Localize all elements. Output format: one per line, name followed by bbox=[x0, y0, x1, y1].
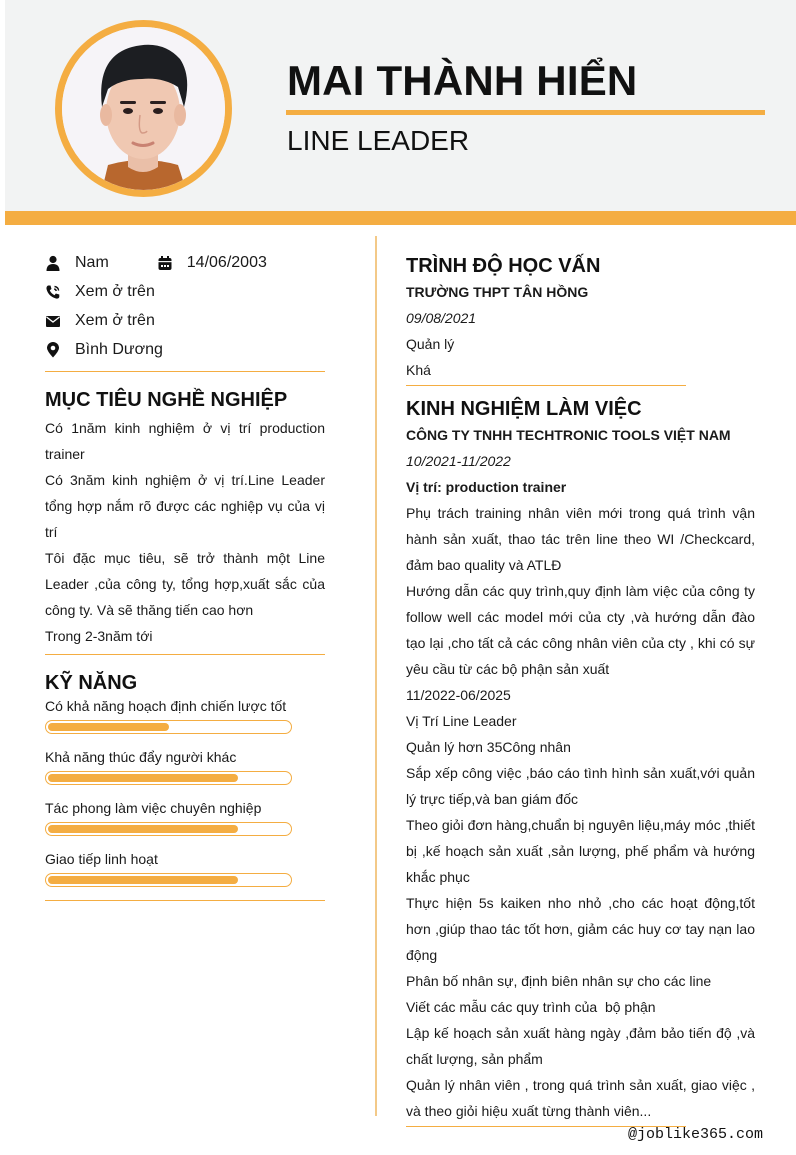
skill-bar-track bbox=[45, 771, 292, 785]
objective-line: Có 1năm kinh nghiệm ở vị trí production trainer bbox=[45, 420, 325, 462]
experience-line: Thực hiện 5s kaiken nho nhỏ ,cho các hoạt động,tốt hơn ,giúp thao tác tốt hơn, giảm các huy cơ tay nạn lao động bbox=[406, 895, 755, 963]
objective-line: Trong 2-3năm tới bbox=[45, 628, 153, 644]
education-heading: TRÌNH ĐỘ HỌC VẤN bbox=[406, 255, 601, 277]
skill-label: Có khả năng hoạch định chiến lược tốt bbox=[45, 698, 287, 714]
column-divider bbox=[375, 236, 377, 1116]
experience-line: Lập kế hoạch sản xuất hàng ngày ,đảm bảo tiến độ ,và chất lượng, sản phẩm bbox=[406, 1025, 755, 1067]
experience-line: Theo giỏi đơn hàng,chuẩn bị nguyên liệu,máy móc ,thiết bị ,kế hoạch sản xuất ,sản lượng, phế phẩm và hướng khắc phục bbox=[406, 817, 755, 885]
skill-label: Khả năng thúc đẩy người khác bbox=[45, 749, 237, 765]
objective-heading: MỤC TIÊU NGHỀ NGHIỆP bbox=[45, 389, 288, 411]
skill-bar-fill bbox=[48, 774, 238, 782]
candidate-name: MAI THÀNH HIỂN bbox=[287, 57, 638, 104]
info-row-email bbox=[45, 306, 325, 335]
section-divider bbox=[45, 900, 325, 901]
right-column bbox=[406, 253, 755, 1127]
experience-heading: KINH NGHIỆM LÀM VIỆC bbox=[406, 398, 642, 420]
address-value: Bình Dương bbox=[75, 340, 163, 358]
experience-line: Vị Trí Line Leader bbox=[406, 713, 517, 729]
watermark: @joblike365.com bbox=[628, 1126, 764, 1143]
experience-line: Phụ trách training nhân viên mới trong quá trình vận hành sản xuất, thao tác trên line theo WI /Checkcard, đảm bao quality và ATLĐ bbox=[406, 505, 755, 573]
info-row-phone bbox=[45, 277, 325, 306]
phone-value: Xem ở trên bbox=[75, 282, 155, 300]
avatar bbox=[55, 20, 232, 197]
experience-line: Hướng dẫn các quy trình,quy định làm việc của công ty follow well các model mới của cty ,và hướng dẫn đào tạo lại ,cho tất cả các công nhân viên của cty , khi có sự yêu cầu từ các bộ phận sản xuất bbox=[406, 583, 755, 677]
header-accent-bar bbox=[5, 211, 796, 225]
skill-bar-track bbox=[45, 720, 292, 734]
info-row-gender-dob bbox=[45, 248, 325, 277]
objective-text bbox=[45, 415, 341, 649]
skill-item bbox=[45, 696, 325, 734]
map-pin-icon bbox=[45, 342, 61, 358]
skill-bar-fill bbox=[48, 723, 169, 731]
info-row-address bbox=[45, 335, 325, 364]
school-name: TRƯỜNG THPT TÂN HỒNG bbox=[406, 284, 589, 300]
experience-period: 10/2021-11/2022 bbox=[406, 453, 511, 469]
experience-details bbox=[406, 500, 755, 1124]
experience-line: Phân bố nhân sự, định biên nhân sự cho các line bbox=[406, 973, 712, 989]
skill-bar-track bbox=[45, 873, 292, 887]
dob-field bbox=[157, 254, 267, 272]
experience-line: Viết các mẫu các quy trình của bộ phận bbox=[406, 999, 656, 1015]
job-title: LINE LEADER bbox=[287, 125, 470, 156]
skill-bar-track bbox=[45, 822, 292, 836]
skill-bar-fill bbox=[48, 876, 238, 884]
skill-label: Tác phong làm việc chuyên nghiệp bbox=[45, 800, 262, 816]
section-divider bbox=[406, 385, 686, 386]
skills-list bbox=[45, 696, 325, 887]
skills-heading: KỸ NĂNG bbox=[45, 672, 138, 694]
skill-item bbox=[45, 849, 325, 887]
email-value: Xem ở trên bbox=[75, 311, 155, 329]
profile-photo bbox=[62, 27, 225, 190]
skill-bar-fill bbox=[48, 825, 238, 833]
objective-line: Tôi đặc mục tiêu, sẽ trở thành một Line Leader ,của công ty, tổng hợp,xuất sắc của công ty. Và sẽ thăng tiến cao hơn bbox=[45, 550, 325, 618]
skill-label: Giao tiếp linh hoạt bbox=[45, 851, 158, 867]
skill-item bbox=[45, 798, 325, 836]
experience-position: Vị trí: production trainer bbox=[406, 479, 567, 495]
company-name: CÔNG TY TNHH TECHTRONIC TOOLS VIỆT NAM bbox=[406, 427, 731, 443]
experience-line: Sắp xếp công việc ,báo cáo tình hình sản xuất,với quản lý trực tiếp,và ban giám đốc bbox=[406, 765, 755, 807]
name-underline bbox=[286, 110, 765, 115]
education-date: 09/08/2021 bbox=[406, 310, 477, 326]
calendar-icon bbox=[157, 255, 173, 271]
education-grade: Khá bbox=[406, 362, 431, 378]
experience-line: Quản lý hơn 35Công nhân bbox=[406, 739, 571, 755]
user-icon bbox=[45, 255, 61, 271]
section-divider bbox=[45, 654, 325, 655]
objective-line: Có 3năm kinh nghiệm ở vị trí.Line Leader tổng hợp nắm rõ được các nghiệp vụ của vị trí bbox=[45, 472, 341, 540]
envelope-icon bbox=[45, 313, 61, 329]
dob-value: 14/06/2003 bbox=[186, 253, 267, 271]
skill-item bbox=[45, 747, 325, 785]
left-column bbox=[45, 248, 341, 901]
section-divider bbox=[45, 371, 325, 372]
gender-value: Nam bbox=[75, 253, 109, 271]
experience-line: Quản lý nhân viên , trong quá trình sản xuất, giao việc , và theo giỏi hiệu xuất từng thành viên... bbox=[406, 1077, 755, 1119]
phone-icon bbox=[45, 284, 61, 300]
experience-line: 11/2022-06/2025 bbox=[406, 687, 511, 703]
education-major: Quản lý bbox=[406, 336, 455, 352]
